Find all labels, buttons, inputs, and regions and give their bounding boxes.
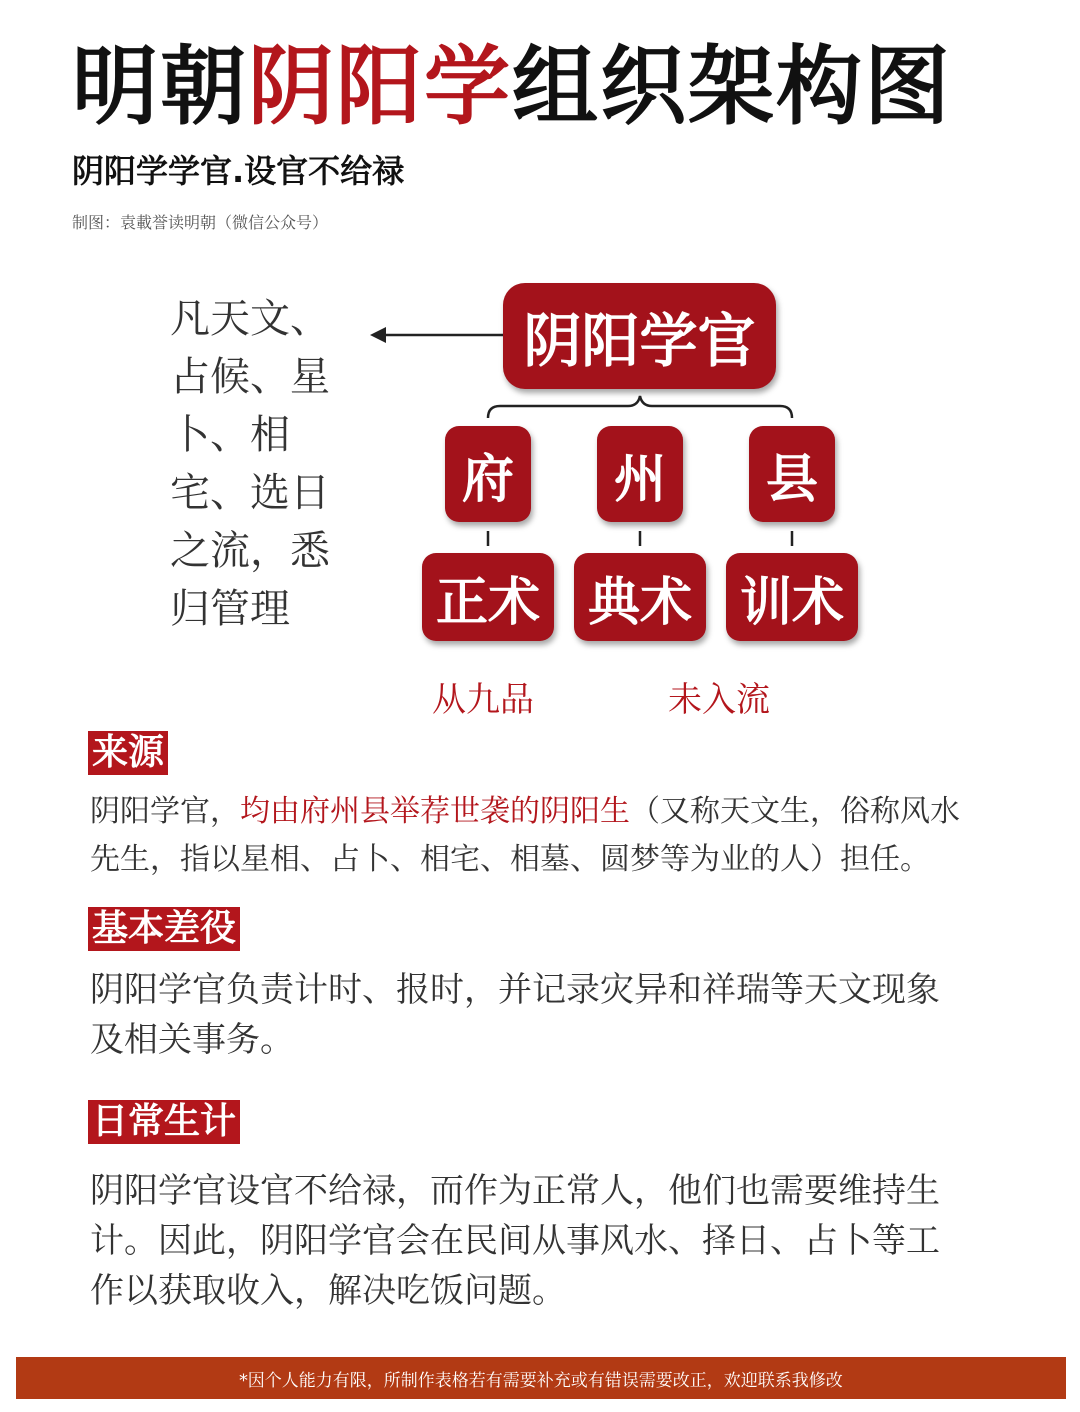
title-part1: 明朝 <box>72 37 248 137</box>
paragraph-line: 阴阳学官设官不给禄，而作为正常人，他们也需要维持生 <box>90 1171 940 1211</box>
org-level-fu: 府 <box>445 426 531 522</box>
highlight-text: 均由府州县举荐世袭的阴阳生 <box>240 794 630 829</box>
paragraph-line: 及相关事务。 <box>90 1020 294 1060</box>
paragraph-line: 先生，指以星相、占卜、相宅、相墓、圆梦等为业的人）担任。 <box>90 842 930 877</box>
section-heading-livelihood: 日常生计 <box>88 1100 240 1144</box>
section-heading-duties: 基本差役 <box>88 907 240 951</box>
scope-line: 宅、选日 <box>170 470 330 516</box>
paragraph-line: 作以获取收入，解决吃饭问题。 <box>90 1271 566 1311</box>
scope-line: 占候、星 <box>170 354 330 400</box>
rank-label: 从九品 <box>432 680 534 720</box>
text-run: （又称天文生，俗称风水 <box>630 794 960 829</box>
org-level-xian: 县 <box>749 426 835 522</box>
paragraph-line: 阴阳学官负责计时、报时，并记录灾异和祥瑞等天文现象 <box>90 970 940 1010</box>
paragraph-line: 计。因此，阴阳学官会在民间从事风水、择日、占卜等工 <box>90 1221 940 1261</box>
scope-line: 凡天文、 <box>170 296 330 342</box>
title-accent: 阴阳学 <box>248 37 512 137</box>
footer-note: *因个人能力有限，所制作表格若有需要补充或有错误需要改正，欢迎联系我修改 <box>16 1357 1066 1399</box>
section-livelihood-text <box>90 1166 940 1316</box>
org-top-box: 阴阳学官 <box>503 283 776 389</box>
section-duties-text <box>90 965 940 1065</box>
section-source-text <box>90 788 960 884</box>
scope-line: 之流，悉 <box>170 528 330 574</box>
arrow-head-icon <box>370 327 386 343</box>
org-level-zhou: 州 <box>597 426 683 522</box>
text-run: 阴阳学官， <box>90 794 240 829</box>
title-part2: 组织架构图 <box>512 37 952 137</box>
scope-line: 归管理 <box>170 586 290 632</box>
official-dianshu: 典术 <box>574 553 706 641</box>
page-subtitle: 阴阳学学官.设官不给禄 <box>72 152 405 190</box>
paragraph-line <box>90 788 960 836</box>
brace-connector <box>488 396 792 418</box>
section-heading-source: 来源 <box>88 731 168 775</box>
official-zhengshu: 正术 <box>422 553 554 641</box>
rank-label: 未入流 <box>668 680 770 720</box>
scope-line: 卜、相 <box>170 412 290 458</box>
official-xunshu: 训术 <box>726 553 858 641</box>
credit-line: 制图：袁載誉读明朝（微信公众号） <box>72 213 329 232</box>
